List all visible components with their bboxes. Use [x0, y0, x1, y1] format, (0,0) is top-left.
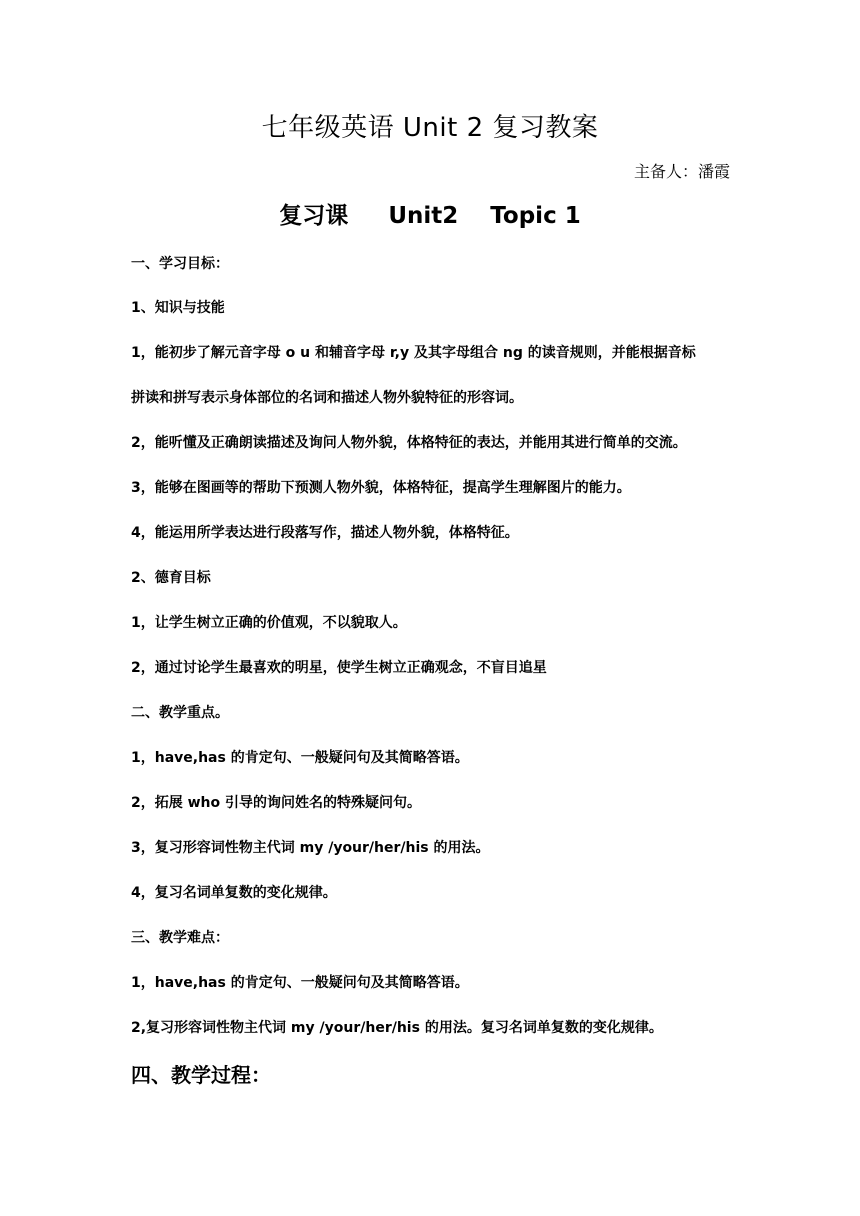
paragraph-line: 3，能够在图画等的帮助下预测人物外貌，体格特征，提高学生理解图片的能力。	[131, 480, 631, 496]
section-heading-objectives: 一、学习目标：	[131, 256, 229, 272]
section-heading-process: 四、教学过程：	[131, 1063, 271, 1087]
subheading-moral-goals: 2、德育目标	[131, 570, 211, 586]
paragraph-line: 4，能运用所学表达进行段落写作，描述人物外貌，体格特征。	[131, 525, 519, 541]
paragraph-line: 3，复习形容词性物主代词 my /your/her/his 的用法。	[131, 840, 490, 856]
paragraph-line: 2，拓展 who 引导的询问姓名的特殊疑问句。	[131, 795, 422, 811]
subheading-knowledge-skills: 1、知识与技能	[131, 300, 225, 316]
section-heading-key-points: 二、教学重点。	[131, 705, 229, 721]
page-title: 七年级英语 Unit 2 复习教案	[261, 113, 599, 143]
paragraph-line: 1，have,has 的肯定句、一般疑问句及其简略答语。	[131, 975, 469, 991]
paragraph-line: 拼读和拼写表示身体部位的名词和描述人物外貌特征的形容词。	[131, 390, 523, 406]
section-heading-difficulties: 三、教学难点：	[131, 930, 229, 946]
paragraph-line: 1，能初步了解元音字母 o u 和辅音字母 r,y 及其字母组合 ng 的读音规则，并能根据音标	[131, 345, 696, 361]
paragraph-line: 2，能听懂及正确朗读描述及询问人物外貌，体格特征的表达，并能用其进行简单的交流。	[131, 435, 687, 451]
paragraph-line: 1，have,has 的肯定句、一般疑问句及其简略答语。	[131, 750, 469, 766]
paragraph-line: 2，通过讨论学生最喜欢的明星，使学生树立正确观念，不盲目追星	[131, 660, 547, 676]
lesson-title: 复习课 Unit2 Topic 1	[279, 203, 581, 229]
paragraph-line: 1，让学生树立正确的价值观，不以貌取人。	[131, 615, 407, 631]
paragraph-line: 4，复习名词单复数的变化规律。	[131, 885, 337, 901]
paragraph-line: 2,复习形容词性物主代词 my /your/her/his 的用法。复习名词单复数的变化规律。	[131, 1020, 663, 1036]
author-line: 主备人：潘霞	[633, 162, 730, 181]
